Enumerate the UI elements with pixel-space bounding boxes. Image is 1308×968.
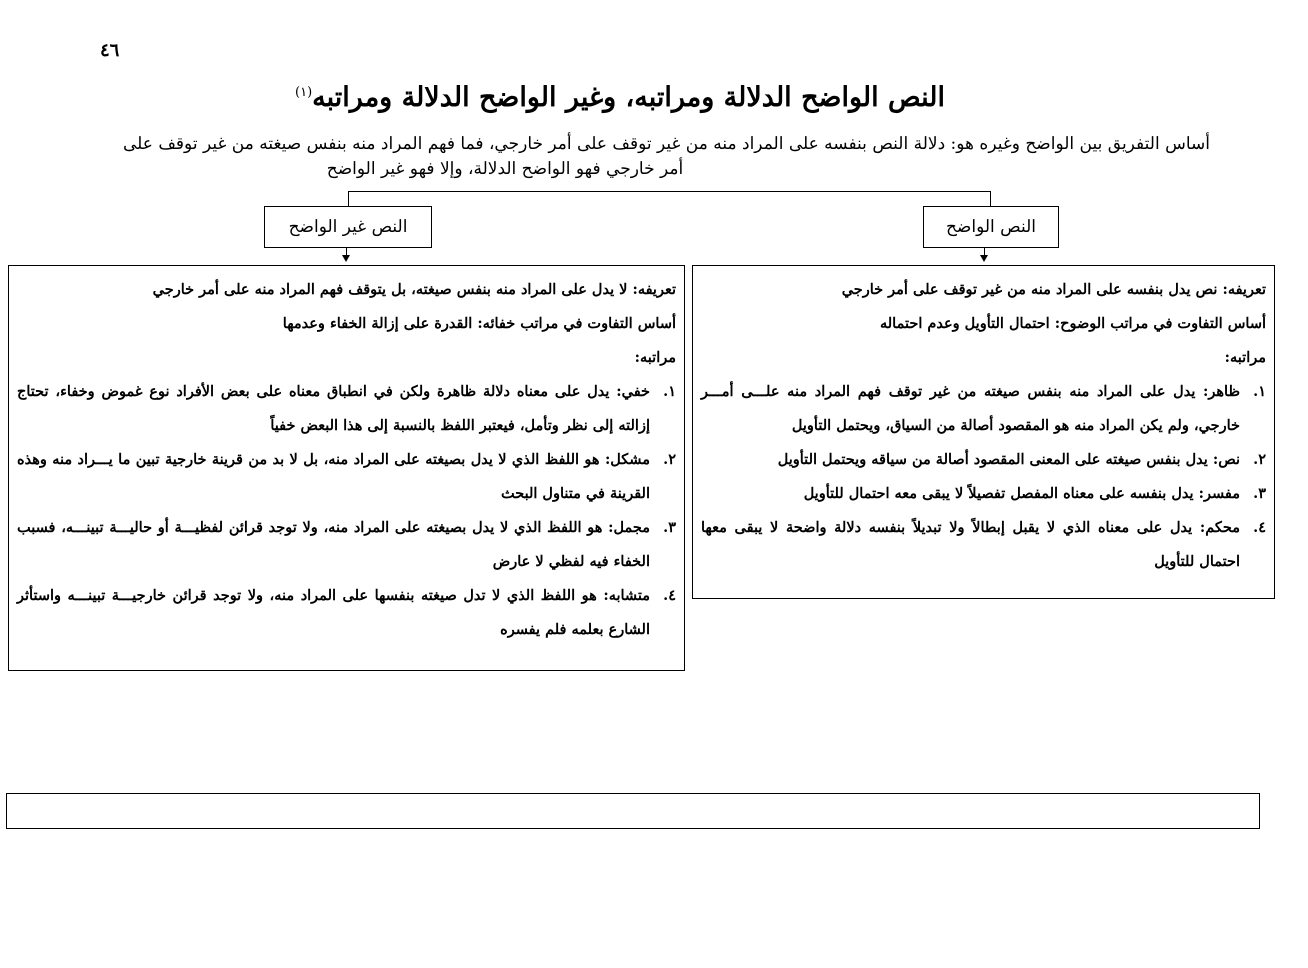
list-item <box>701 375 1266 443</box>
rank-text: مفسر: يدل بنفسه على معناه المفصل تفصيلاً لا يبقى معه احتمال للتأويل <box>803 485 1240 502</box>
intro-line-2: أمر خارجي فهو الواضح الدلالة، وإلا فهو غير الواضح <box>326 159 684 179</box>
rank-text: نص: يدل بنفس صيغته على المعنى المقصود أصالة من سياقه ويحتمل التأويل <box>777 451 1240 468</box>
rank-text: محكم: يدل على معناه الذي لا يقبل إبطالاً ولا تبديلاً بنفسه دلالة واضحة لا يبقى معها احتمال للتأويل <box>701 519 1240 570</box>
unclear-panel <box>8 265 685 671</box>
rank-number: ٢. <box>663 451 676 468</box>
intro-paragraph <box>60 132 1210 182</box>
clear-arrow-head <box>980 255 988 262</box>
intro-line-1: أساس التفريق بين الواضح وغيره هو: دلالة النص بنفسه على المراد منه من غير توقف على أمر خارجي، فما فهم المراد منه بنفس صيغته من غير توقف على <box>122 134 1210 154</box>
rank-number: ١. <box>663 383 676 400</box>
clear-definition: تعريفه: نص يدل بنفسه على المراد منه من غير توقف على أمر خارجي <box>841 281 1266 298</box>
rank-number: ٢. <box>1253 451 1266 468</box>
unclear-definition: تعريفه: لا يدل على المراد منه بنفس صيغته، بل يتوقف فهم المراد منه على أمر خارجي <box>152 281 676 298</box>
connector-left-drop <box>348 191 349 206</box>
clear-heading-box <box>923 206 1059 248</box>
clear-ranks-label: مراتبه: <box>1224 349 1266 366</box>
unclear-heading-box <box>264 206 432 248</box>
connector-right-drop <box>990 191 991 206</box>
unclear-ranks-label: مراتبه: <box>634 349 676 366</box>
page-number: ٤٦ <box>100 40 120 61</box>
list-item <box>17 375 676 443</box>
rank-text: مجمل: هو اللفظ الذي لا يدل بصيغته على المراد منه، ولا توجد قرائن لفظيـــة أو حاليـــة تبينـــه، فسبب الخفاء فيه لفظي لا عارض <box>17 519 650 570</box>
rank-number: ١. <box>1253 383 1266 400</box>
list-item <box>17 443 676 511</box>
page-title <box>240 82 1000 113</box>
list-item <box>701 443 1266 477</box>
rank-text: مشكل: هو اللفظ الذي لا يدل بصيغته على المراد منه، بل لا بد من قرينة خارجية تبين ما يـــراد منه وهذه القرينة في متناول البحث <box>17 451 650 502</box>
list-item <box>17 579 676 647</box>
list-item <box>17 511 676 579</box>
rank-text: ظاهر: يدل على المراد منه بنفس صيغته من غير توقف فهم المراد منه علـــى أمـــر خارجي، ولم يكن المراد منه هو المقصود أصالة من السياق، ويحتمل التأويل <box>701 383 1240 434</box>
unclear-basis: أساس التفاوت في مراتب خفائه: القدرة على إزالة الخفاء وعدمها <box>282 315 676 332</box>
clear-heading: النص الواضح <box>945 217 1037 237</box>
list-item <box>701 511 1266 579</box>
rank-number: ٣. <box>1253 485 1266 502</box>
rank-number: ٣. <box>663 519 676 536</box>
unclear-ranks-list <box>17 375 676 647</box>
unclear-arrow-head <box>342 255 350 262</box>
rank-text: خفي: يدل على معناه دلالة ظاهرة ولكن في انطباق معناه على بعض الأفراد نوع غموض وخفاء، تحتاج إزالته إلى نظر وتأمل، فيعتبر اللفظ بالنسبة إلى هذا البعض خفياً <box>17 383 650 434</box>
clear-ranks-list <box>701 375 1266 579</box>
connector-top-line <box>348 191 990 192</box>
clear-panel <box>692 265 1275 599</box>
footnote-ref: (١) <box>295 85 313 100</box>
footnote-box <box>6 793 1260 829</box>
title-text: النص الواضح الدلالة ومراتبه، وغير الواضح الدلالة ومراتبه <box>312 82 945 113</box>
clear-basis: أساس التفاوت في مراتب الوضوح: احتمال التأويل وعدم احتماله <box>879 315 1266 332</box>
rank-number: ٤. <box>663 587 676 604</box>
list-item <box>701 477 1266 511</box>
unclear-heading: النص غير الواضح <box>288 217 408 237</box>
rank-text: متشابه: هو اللفظ الذي لا تدل صيغته بنفسها على المراد منه، ولا توجد قرائن خارجيـــة تبينـــه واستأثر الشارع بعلمه فلم يفسره <box>17 587 650 638</box>
rank-number: ٤. <box>1253 519 1266 536</box>
